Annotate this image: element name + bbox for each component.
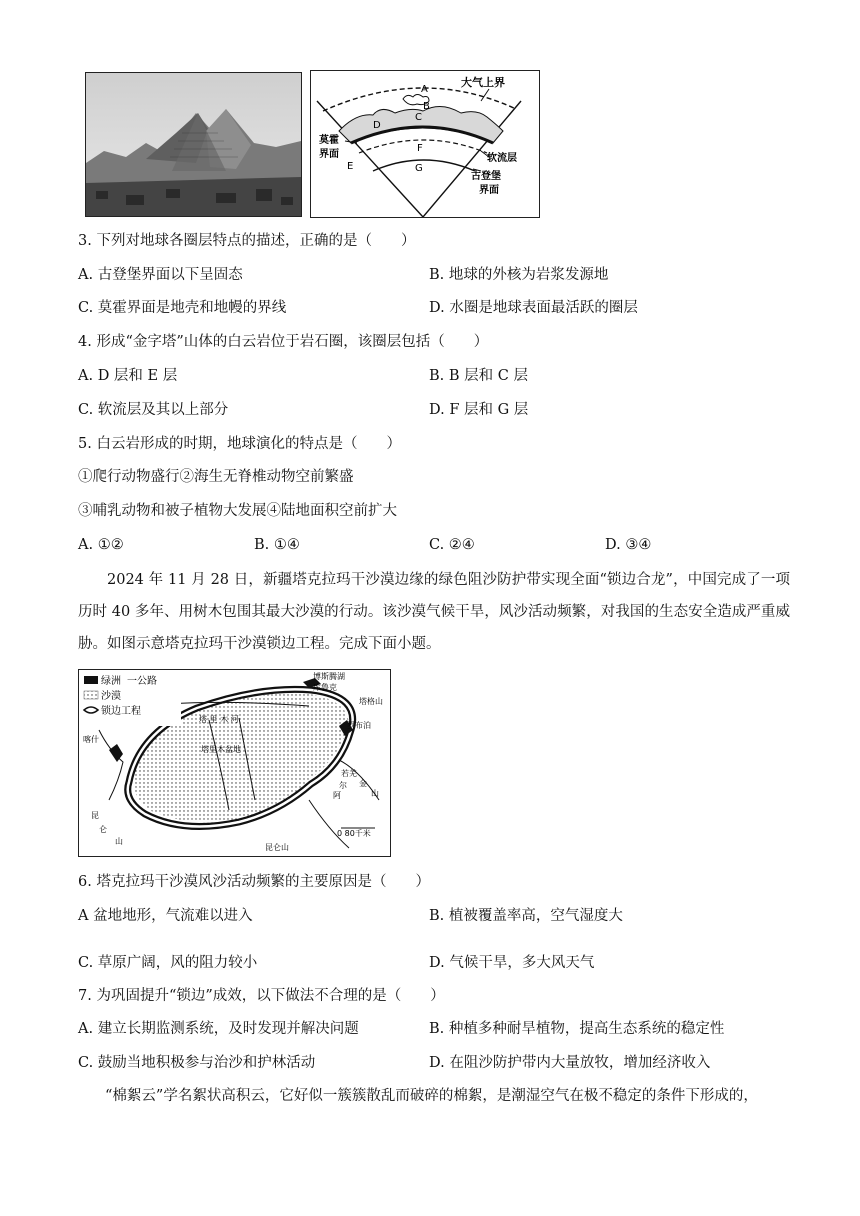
label-altun-2: 尔 [339, 781, 347, 790]
label-lop: 罗布泊 [347, 721, 371, 730]
legend-project-swatch [84, 707, 98, 713]
label-kashgar: 喀什 [83, 735, 99, 744]
passage-taklimakan: 2024 年 11 月 28 日，新疆塔克拉玛干沙漠边缘的绿色阻沙防护带实现全面“锁边合龙”，中国完成了一项历时 40 多年、用树木包围其最大沙漠的行动。该沙漠气候干旱，风沙活动频繁，对我国的生态安全造成严重威胁。如图示意塔克拉玛干沙漠锁边工程。完成下面小题。 [78, 572, 790, 652]
passage-cloud: “棉絮云”学名絮状高积云，它好似一簇簇散乱而破碎的棉絮，是潮湿空气在极不稳定的条件下形成的， [105, 1088, 758, 1104]
label-ruoqiang: 若羌 [341, 769, 357, 778]
legend-project: 锁边工程 [101, 706, 141, 717]
legend-desert: 沙漠 [101, 691, 121, 702]
q6-option-c: C. 草原广阔，风的阻力较小 [78, 955, 258, 971]
q7-option-d: D. 在阻沙防护带内大量放牧，增加经济收入 [429, 1055, 711, 1071]
q7-option-a: A. 建立长期监测系统，及时发现并解决问题 [78, 1021, 359, 1037]
asthenosphere-label: 软流层 [487, 153, 517, 164]
label-basin: 塔里木盆地 [201, 745, 241, 754]
q5-option-c: C. ②④ [429, 537, 475, 553]
label-korla: 库鲁克 [313, 683, 337, 692]
label-altun-4: 山 [371, 789, 379, 798]
q7-stem: 7. 为巩固提升“锁边”成效，以下做法不合理的是（ ） [78, 988, 445, 1004]
map-scale: 0 80千米 [337, 829, 371, 838]
q4-option-a: A. D 层和 E 层 [78, 368, 178, 384]
layer-f-label: F [417, 143, 423, 154]
q5-statements-1: ①爬行动物盛行②海生无脊椎动物空前繁盛 [78, 469, 354, 485]
q3-stem: 3. 下列对地球各圈层特点的描述，正确的是（ ） [78, 233, 416, 249]
legend-desert-swatch [84, 691, 98, 699]
q3-option-d: D. 水圈是地球表面最活跃的圈层 [429, 300, 638, 316]
q5-option-b: B. ①④ [254, 537, 300, 553]
legend-oasis-swatch [84, 676, 98, 684]
layer-e-label: E [347, 161, 354, 172]
legend-oasis: 绿洲 [101, 676, 121, 687]
taklimakan-map-svg [79, 670, 390, 856]
layer-a-label: A [421, 84, 428, 95]
label-kunlun-side-1: 昆 [91, 811, 99, 820]
q6-stem: 6. 塔克拉玛干沙漠风沙活动频繁的主要原因是（ ） [78, 874, 430, 890]
pyramid-mountain-photo [85, 72, 302, 217]
q6-option-a: A 盆地地形，气流难以进入 [78, 908, 253, 924]
q4-option-d: D. F 层和 G 层 [429, 402, 529, 418]
q5-option-a: A. ①② [78, 537, 124, 553]
q4-option-b: B. B 层和 C 层 [429, 368, 528, 384]
earth-layers-diagram [310, 70, 540, 218]
q5-option-d: D. ③④ [605, 537, 652, 553]
label-kunlun-side-3: 山 [115, 837, 123, 846]
label-bosten: 博斯腾湖 [313, 672, 345, 681]
moho-label-2: 界面 [319, 149, 339, 160]
q3-option-c: C. 莫霍界面是地壳和地幔的界线 [78, 300, 287, 316]
q7-option-b: B. 种植多种耐旱植物，提高生态系统的稳定性 [429, 1021, 725, 1037]
q5-stem: 5. 白云岩形成的时期，地球演化的特点是（ ） [78, 436, 401, 452]
q4-stem: 4. 形成“金字塔”山体的白云岩位于岩石圈，该圈层包括（ ） [78, 334, 489, 350]
q3-option-b: B. 地球的外核为岩浆发源地 [429, 267, 609, 283]
q7-option-c: C. 鼓励当地积极参与治沙和护林活动 [78, 1055, 316, 1071]
q4-option-c: C. 软流层及其以上部分 [78, 402, 229, 418]
label-altun-1: 阿 [333, 791, 341, 800]
upper-atmosphere-label: 大气上界 [461, 76, 505, 89]
layer-d-label: D [373, 120, 381, 131]
label-kunlun: 昆仑山 [265, 843, 289, 852]
label-altun-3: 金 [359, 779, 367, 788]
legend-road: 一公路 [127, 676, 157, 687]
q6-option-d: D. 气候干旱，多大风天气 [429, 955, 595, 971]
layer-b-label: B [423, 101, 430, 112]
photo-illustration [86, 73, 301, 216]
q6-option-b: B. 植被覆盖率高，空气湿度大 [429, 908, 623, 924]
layer-g-label: G [415, 163, 423, 174]
q5-statements-2: ③哺乳动物和被子植物大发展④陆地面积空前扩大 [78, 503, 397, 519]
label-tarim-river: 塔 里 木 河 [199, 715, 239, 724]
label-kunlun-side-2: 仑 [99, 825, 107, 834]
gutenberg-label-1: 古登堡 [471, 171, 501, 182]
gutenberg-label-2: 界面 [479, 185, 499, 196]
earth-layers-svg [311, 71, 539, 217]
label-tage: 塔格山 [359, 697, 383, 706]
q3-option-a: A. 古登堡界面以下呈固态 [78, 267, 243, 283]
layer-c-label: C [415, 112, 422, 123]
taklimakan-map [78, 669, 391, 857]
moho-label-1: 莫霍 [319, 135, 339, 146]
